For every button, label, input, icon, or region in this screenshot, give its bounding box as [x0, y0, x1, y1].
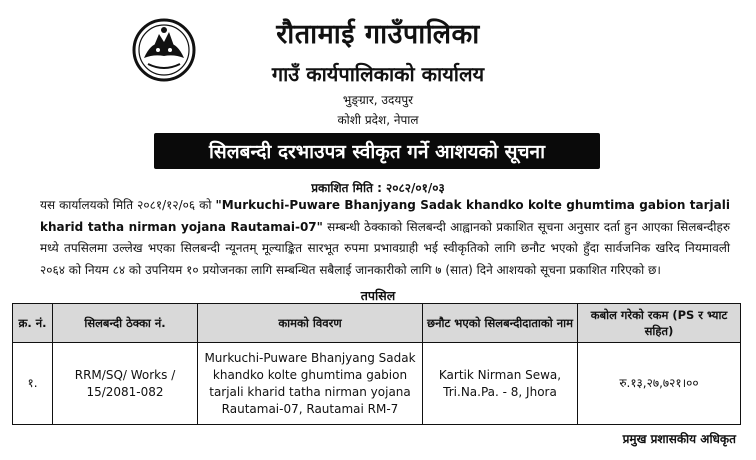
signature-title: प्रमुख प्रशासकीय अधिकृत — [622, 432, 736, 446]
notice-title-banner — [154, 133, 600, 169]
table-header-row — [13, 304, 741, 343]
address-line-2: कोशी प्रदेश, नेपाल — [337, 113, 419, 127]
cell-description: Murkuchi-Puware Bhanjyang Sadak khandko kolte ghumtima gabion tarjali kharid tatha nirman yojana Rautamai-07, Rautamai RM-7 — [198, 343, 423, 425]
office-name: रौतामाई गाउँपालिका — [276, 19, 480, 50]
published-date: प्रकाशित मिति : २०८२/०१/०३ — [311, 181, 445, 195]
notice-body — [40, 195, 730, 281]
schedule-table — [12, 303, 741, 425]
project-name: "Murkuchi-Puware Bhanjyang Sadak khandko kolte ghumtima gabion tarjali kharid tatha nirman yojana Rautamai-07" — [40, 198, 730, 234]
address-line-1: भुङ्‌ग्रार, उदयपुर — [342, 93, 414, 107]
table-row — [13, 343, 741, 425]
header-bidder: छनौट भएको सिलबन्दीदाताको नाम — [423, 304, 578, 343]
notice-body-intro: यस कार्यालयको मिति २०८१/१२/०६ को — [40, 198, 216, 212]
notice-title: सिलबन्दी दरभाउपत्र स्वीकृत गर्ने आशयको सूचना — [208, 141, 546, 163]
cell-amount: रु.१३,२७,७२१।०० — [578, 343, 741, 425]
header-description: कामको विवरण — [198, 304, 423, 343]
header-amount: कबोल गरेको रकम (PS र भ्याट सहित) — [578, 304, 741, 343]
schedule-label: तपसिल — [360, 288, 396, 303]
header-contract-no: सिलबन्दी ठेक्का नं. — [53, 304, 198, 343]
cell-bidder: Kartik Nirman Sewa, Tri.Na.Pa. - 8, Jhora — [423, 343, 578, 425]
notice-body-text: सम्बन्धी ठेक्काको सिलबन्दी आह्वानको प्रकाशित सूचना अनुसार दर्ता हुन आएका सिलबन्दीहरु मध्ये तपसिलमा उल्लेख भएका सिलबन्दी न्यूनतम् मूल्याङ्कित सारभूत रुपमा प्रभावग्राही भई स्वीकृतिको लागि छनौट भएको हुँदा सार्वजनिक खरिद नियमावली २०६४ को नियम ८४ को उपनियम १० प्रयोजनका लागि सम्बन्धित सबैलाई जानकारीको लागि ७ (सात) दिने आशयको सूचना प्रकाशित गरिएको छ। — [40, 219, 730, 277]
office-subtitle: गाउँ कार्यपालिकाको कार्यालय — [271, 62, 485, 86]
cell-serial: १. — [13, 343, 53, 425]
header-serial: क्र. नं. — [13, 304, 53, 343]
cell-contract-no: RRM/SQ/ Works / 15/2081-082 — [53, 343, 198, 425]
